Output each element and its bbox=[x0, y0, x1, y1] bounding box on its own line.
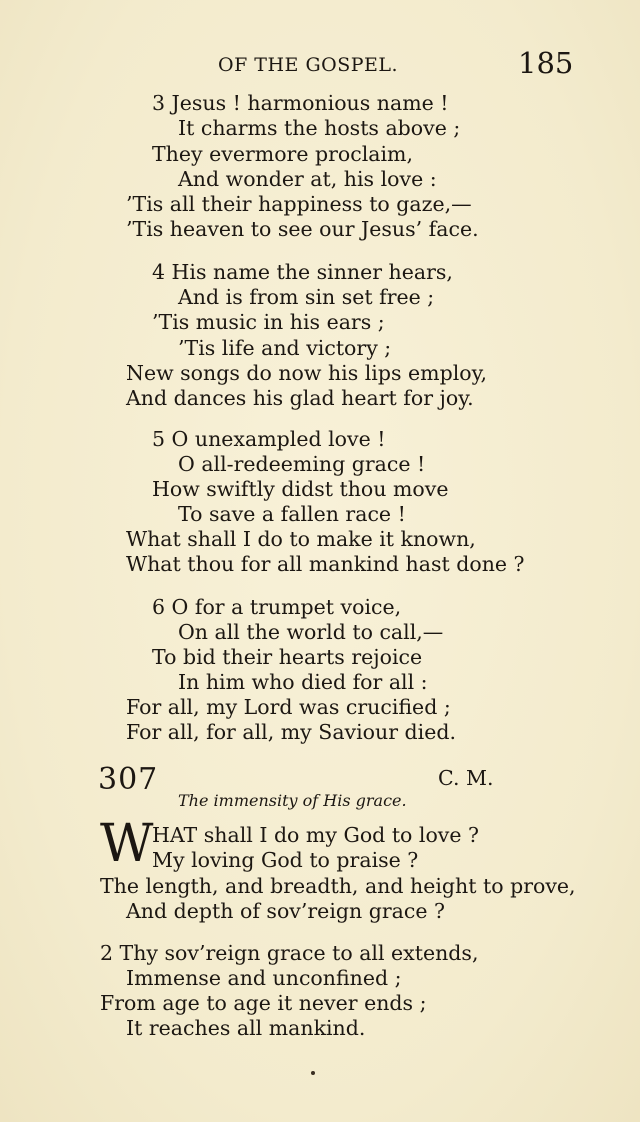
stanza-line: In him who died for all : bbox=[178, 670, 428, 694]
stanza-line: 6 O for a trumpet voice, bbox=[152, 595, 402, 619]
stanza-line: Immense and unconfined ; bbox=[126, 966, 402, 990]
stanza-line: ’Tis music in his ears ; bbox=[152, 310, 385, 334]
stanza-line: O all-redeeming grace ! bbox=[178, 452, 426, 476]
stanza-line: 5 O unexampled love ! bbox=[152, 427, 386, 451]
stanza-line: ’Tis life and victory ; bbox=[178, 336, 392, 360]
stanza-line: And depth of sov’reign grace ? bbox=[126, 899, 445, 923]
running-head: OF THE GOSPEL. bbox=[218, 54, 399, 76]
stanza-line: It reaches all mankind. bbox=[126, 1016, 366, 1040]
stanza-line: 4 His name the sinner hears, bbox=[152, 260, 453, 284]
stanza-line: The length, and breadth, and height to prove, bbox=[100, 874, 576, 898]
hymn-title: The immensity of His grace. bbox=[178, 791, 407, 810]
hymn-meter: C. M. bbox=[438, 766, 494, 790]
stanza-line: From age to age it never ends ; bbox=[100, 991, 427, 1015]
stanza-line: ’Tis heaven to see our Jesus’ face. bbox=[126, 217, 479, 241]
page-number: 185 bbox=[518, 46, 574, 80]
stanza-line: And dances his glad heart for joy. bbox=[126, 386, 474, 410]
stanza-line: 3 Jesus ! harmonious name ! bbox=[152, 91, 449, 115]
stanza-line: To save a fallen race ! bbox=[178, 502, 406, 526]
stanza-line: They evermore proclaim, bbox=[152, 142, 414, 166]
stanza-line: For all, my Lord was crucified ; bbox=[126, 695, 451, 719]
stanza-line: On all the world to call,— bbox=[178, 620, 444, 644]
stanza-line: And wonder at, his love : bbox=[178, 167, 437, 191]
stanza-line: It charms the hosts above ; bbox=[178, 116, 461, 140]
footer-ornament bbox=[311, 1071, 315, 1075]
stanza-line: ’Tis all their happiness to gaze,— bbox=[126, 192, 472, 216]
stanza-line: HAT shall I do my God to love ? bbox=[152, 823, 480, 847]
drop-cap: W bbox=[100, 814, 154, 874]
stanza-line: My loving God to praise ? bbox=[152, 848, 419, 872]
stanza-line: 2 Thy sov’reign grace to all extends, bbox=[100, 941, 479, 965]
stanza-line: How swiftly didst thou move bbox=[152, 477, 449, 501]
stanza-line: For all, for all, my Saviour died. bbox=[126, 720, 456, 744]
stanza-line: New songs do now his lips employ, bbox=[126, 361, 487, 385]
hymn-number: 307 bbox=[98, 762, 159, 797]
stanza-line: What shall I do to make it known, bbox=[126, 527, 476, 551]
stanza-line: And is from sin set free ; bbox=[178, 285, 435, 309]
stanza-line: What thou for all mankind hast done ? bbox=[126, 552, 525, 576]
page-header bbox=[0, 46, 640, 84]
stanza-line: To bid their hearts rejoice bbox=[152, 645, 423, 669]
